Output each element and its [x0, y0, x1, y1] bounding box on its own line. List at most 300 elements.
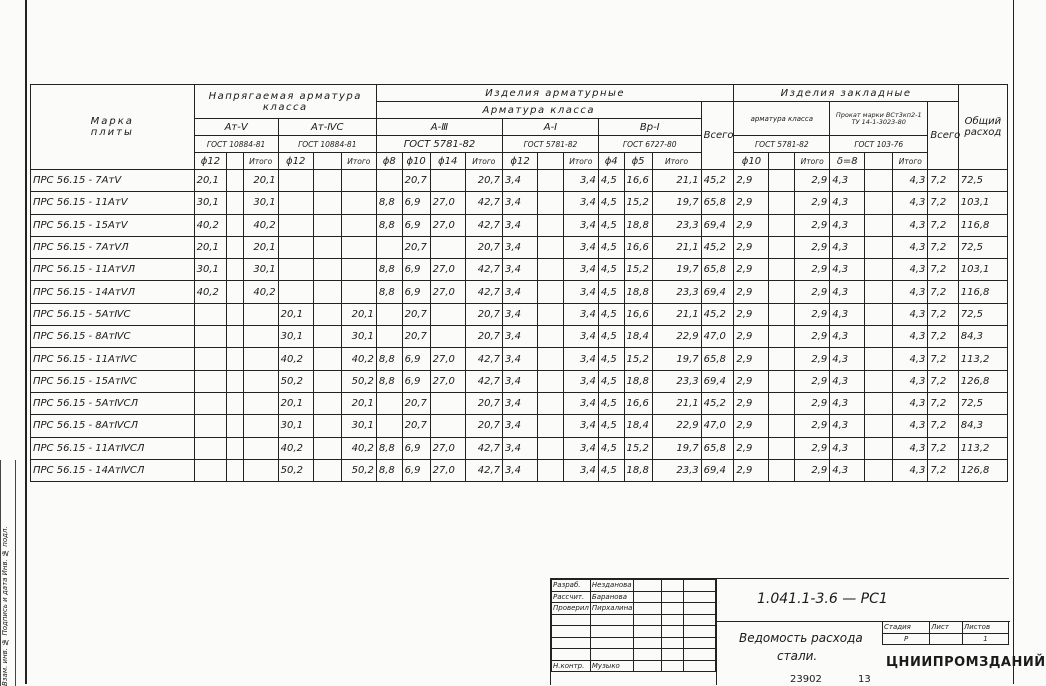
steel-consumption-table: [30, 84, 1008, 482]
table-cell: [538, 281, 564, 303]
table-cell: 3,4: [503, 303, 538, 325]
table-row: [31, 214, 1008, 236]
prestressed-header: [194, 85, 376, 119]
table-cell: 2,9: [734, 192, 769, 214]
table-cell: [865, 392, 893, 414]
table-cell: [313, 437, 341, 459]
table-cell: [313, 281, 341, 303]
plate-mark: ПРС 56.15 - 8АтⅣСЛ: [31, 415, 195, 437]
table-cell: 4,5: [598, 214, 624, 236]
table-cell: 3,4: [563, 192, 598, 214]
table-cell: 3,4: [563, 281, 598, 303]
table-cell: 22,9: [652, 326, 701, 348]
table-cell: [769, 192, 795, 214]
table-cell: 4,3: [830, 392, 865, 414]
table-cell: [430, 392, 465, 414]
table-cell: [243, 392, 278, 414]
table-cell: [376, 326, 402, 348]
table-cell: [227, 303, 243, 325]
table-cell: [278, 259, 313, 281]
stamp-cell: [683, 637, 715, 649]
table-cell: 3,4: [503, 459, 538, 481]
table-cell: 3,4: [503, 236, 538, 258]
table-cell: [227, 192, 243, 214]
itogo-a3e: Итого: [795, 153, 830, 170]
plate-mark: ПРС 56.15 - 11АтⅣС: [31, 348, 195, 370]
table-cell: 21,1: [652, 303, 701, 325]
class-at4c: Ат-ⅣС: [278, 119, 376, 136]
table-cell: 84,3: [958, 415, 1007, 437]
table-cell: 27,0: [430, 214, 465, 236]
table-cell: [538, 170, 564, 192]
table-cell: [341, 236, 376, 258]
table-cell: 2,9: [795, 348, 830, 370]
table-cell: [538, 214, 564, 236]
table-cell: 20,7: [465, 236, 502, 258]
table-cell: 42,7: [465, 214, 502, 236]
table-cell: 8,8: [376, 370, 402, 392]
table-cell: 4,3: [893, 459, 928, 481]
table-cell: [538, 459, 564, 481]
table-cell: 2,9: [734, 415, 769, 437]
stamp-cell: [683, 649, 715, 661]
table-cell: 4,3: [830, 459, 865, 481]
stamp-cell: [634, 660, 661, 672]
table-cell: [865, 459, 893, 481]
table-cell: 4,3: [893, 326, 928, 348]
table-cell: 103,1: [958, 259, 1007, 281]
table-cell: [243, 459, 278, 481]
mark-header: [31, 85, 195, 170]
dia-12: ϕ12: [194, 153, 227, 170]
title-block: [550, 578, 1046, 685]
doc-code: 1.041.1-3.6 — PC1: [757, 591, 888, 607]
table-cell: 8,8: [376, 192, 402, 214]
plate-mark: ПРС 56.15 - 8АтⅣС: [31, 326, 195, 348]
table-cell: [341, 170, 376, 192]
stamp-row: [552, 614, 716, 626]
table-cell: 4,3: [893, 392, 928, 414]
table-cell: 8,8: [376, 259, 402, 281]
blank-col: [865, 153, 893, 170]
stage-table: [882, 621, 1009, 645]
table-cell: [865, 348, 893, 370]
table-cell: 16,6: [624, 303, 652, 325]
table-cell: 27,0: [430, 348, 465, 370]
gost-roll: ГОСТ 103-76: [830, 136, 928, 153]
table-cell: 20,7: [402, 415, 430, 437]
table-cell: [341, 214, 376, 236]
plate-mark: ПРС 56.15 - 15АтⅤ: [31, 214, 195, 236]
plate-mark: ПРС 56.15 - 5АтⅣС: [31, 303, 195, 325]
table-cell: 40,2: [194, 214, 227, 236]
table-cell: 20,1: [278, 392, 313, 414]
stamp-cell: [634, 649, 661, 661]
table-cell: 4,3: [893, 170, 928, 192]
table-cell: [865, 236, 893, 258]
side-stamp-label: Взам. инв. № Подпись и дата Инв. № подл.: [1, 526, 9, 686]
stamp-cell: [661, 637, 683, 649]
table-cell: [538, 370, 564, 392]
stamp-cell: [683, 580, 715, 592]
table-cell: 3,4: [503, 437, 538, 459]
table-cell: 18,8: [624, 370, 652, 392]
table-cell: 16,6: [624, 236, 652, 258]
stamp-cell: [634, 603, 661, 615]
table-cell: 20,1: [341, 392, 376, 414]
table-cell: 30,1: [341, 415, 376, 437]
table-cell: [278, 170, 313, 192]
itogo-a1: Итого: [563, 153, 598, 170]
table-cell: [313, 415, 341, 437]
table-cell: [227, 170, 243, 192]
stamp-person: Музыко: [590, 660, 634, 672]
table-cell: [538, 326, 564, 348]
table-cell: 4,3: [830, 214, 865, 236]
stamp-row: [552, 649, 716, 661]
table-cell: [194, 415, 227, 437]
table-cell: 4,3: [893, 236, 928, 258]
table-cell: [227, 236, 243, 258]
table-cell: [278, 192, 313, 214]
table-cell: [341, 281, 376, 303]
table-cell: 3,4: [563, 348, 598, 370]
table-cell: 42,7: [465, 348, 502, 370]
table-cell: 27,0: [430, 259, 465, 281]
table-cell: 3,4: [563, 459, 598, 481]
table-cell: 16,6: [624, 392, 652, 414]
stamp-cell: [661, 614, 683, 626]
table-cell: 8,8: [376, 348, 402, 370]
stamp-cell: [634, 637, 661, 649]
table-cell: [341, 192, 376, 214]
stamp-row: [552, 637, 716, 649]
stamp-role: [552, 614, 591, 626]
table-cell: 7,2: [928, 392, 958, 414]
table-cell: 21,1: [652, 236, 701, 258]
table-cell: 20,7: [465, 303, 502, 325]
table-cell: 50,2: [341, 459, 376, 481]
table-cell: 3,4: [563, 392, 598, 414]
dia-12c: ϕ12: [503, 153, 538, 170]
table-cell: [865, 170, 893, 192]
delta-8: δ=8: [830, 153, 865, 170]
table-row: [31, 192, 1008, 214]
stamp-cell: [683, 660, 715, 672]
table-cell: 6,9: [402, 192, 430, 214]
table-cell: 69,4: [701, 281, 734, 303]
table-cell: 47,0: [701, 415, 734, 437]
table-cell: 2,9: [795, 392, 830, 414]
table-cell: 30,1: [341, 326, 376, 348]
table-row: [31, 236, 1008, 258]
table-cell: 8,8: [376, 437, 402, 459]
stamp-person: [590, 637, 634, 649]
table-cell: [227, 459, 243, 481]
table-cell: 4,5: [598, 392, 624, 414]
gost-a3: ГОСТ 5781-82: [376, 136, 502, 153]
stamp-row: [552, 591, 716, 603]
table-cell: [227, 281, 243, 303]
table-cell: 4,5: [598, 370, 624, 392]
table-cell: 18,4: [624, 326, 652, 348]
table-cell: [376, 392, 402, 414]
table-cell: 3,4: [503, 259, 538, 281]
gost-a1: ГОСТ 5781-82: [503, 136, 599, 153]
table-row: [31, 415, 1008, 437]
table-cell: 19,7: [652, 437, 701, 459]
table-cell: 4,3: [893, 281, 928, 303]
plate-mark: ПРС 56.15 - 7АтⅤЛ: [31, 236, 195, 258]
table-cell: [769, 415, 795, 437]
table-cell: 47,0: [701, 326, 734, 348]
table-cell: 2,9: [795, 236, 830, 258]
table-cell: [430, 236, 465, 258]
table-cell: 18,8: [624, 459, 652, 481]
table-cell: 69,4: [701, 459, 734, 481]
table-cell: 45,2: [701, 303, 734, 325]
stamp-cell: [683, 603, 715, 615]
stage-header: Стадия: [883, 622, 930, 634]
table-cell: 30,1: [194, 259, 227, 281]
org-name: ЦНИИПРОМЗДАНИЙ: [886, 655, 1046, 670]
table-cell: 2,9: [734, 459, 769, 481]
table-cell: 8,8: [376, 459, 402, 481]
table-cell: [194, 392, 227, 414]
table-cell: 2,9: [795, 170, 830, 192]
table-cell: 7,2: [928, 170, 958, 192]
table-cell: 2,9: [795, 303, 830, 325]
table-cell: 3,4: [563, 303, 598, 325]
embedded-rebar-header: арматура класса: [734, 102, 830, 136]
table-cell: 4,5: [598, 259, 624, 281]
table-row: [31, 437, 1008, 459]
blank-col: [769, 153, 795, 170]
stamp-cell: [661, 591, 683, 603]
table-cell: 116,8: [958, 281, 1007, 303]
table-cell: 27,0: [430, 281, 465, 303]
table-cell: [194, 303, 227, 325]
itogo-at5: Итого: [243, 153, 278, 170]
table-cell: 4,3: [893, 192, 928, 214]
table-cell: 2,9: [795, 192, 830, 214]
table-row: [31, 392, 1008, 414]
table-row: [31, 348, 1008, 370]
table-cell: 2,9: [795, 437, 830, 459]
mark-label: Марка: [90, 116, 134, 127]
table-cell: 42,7: [465, 437, 502, 459]
table-cell: 2,9: [795, 326, 830, 348]
gost-bp: ГОСТ 6727-80: [598, 136, 701, 153]
table-cell: 23,3: [652, 214, 701, 236]
gost-a3e: ГОСТ 5781-82: [734, 136, 830, 153]
table-cell: 4,5: [598, 281, 624, 303]
stamp-row: [552, 580, 716, 592]
table-cell: [278, 236, 313, 258]
table-cell: 69,4: [701, 370, 734, 392]
stamp-cell: [683, 591, 715, 603]
table-cell: 42,7: [465, 259, 502, 281]
table-cell: 113,2: [958, 437, 1007, 459]
table-cell: 45,2: [701, 236, 734, 258]
table-cell: 72,5: [958, 236, 1007, 258]
table-cell: 18,8: [624, 281, 652, 303]
plate-mark: ПРС 56.15 - 11АтⅤЛ: [31, 259, 195, 281]
table-cell: 2,9: [795, 214, 830, 236]
table-cell: [538, 236, 564, 258]
table-cell: 2,9: [795, 370, 830, 392]
table-cell: 15,2: [624, 192, 652, 214]
sheet-value: [930, 633, 963, 645]
table-cell: [227, 259, 243, 281]
stage-value: Р: [883, 633, 930, 645]
table-cell: 4,5: [598, 236, 624, 258]
table-cell: 4,5: [598, 459, 624, 481]
table-cell: [769, 326, 795, 348]
table-cell: 15,2: [624, 348, 652, 370]
stamp-cell: [661, 603, 683, 615]
table-cell: [769, 259, 795, 281]
stamp-cell: [634, 591, 661, 603]
stamp-cell: [661, 580, 683, 592]
table-cell: 7,2: [928, 326, 958, 348]
table-cell: [243, 326, 278, 348]
table-cell: [313, 392, 341, 414]
table-cell: 3,4: [563, 259, 598, 281]
table-cell: 3,4: [503, 326, 538, 348]
table-cell: 4,5: [598, 170, 624, 192]
table-cell: 20,1: [341, 303, 376, 325]
table-cell: 2,9: [734, 392, 769, 414]
table-cell: 3,4: [563, 370, 598, 392]
table-cell: 3,4: [563, 170, 598, 192]
table-cell: [538, 259, 564, 281]
table-cell: [227, 437, 243, 459]
table-cell: [227, 370, 243, 392]
stamp-cell: [634, 614, 661, 626]
table-cell: 2,9: [734, 281, 769, 303]
table-cell: 18,8: [624, 214, 652, 236]
dia-5: ϕ5: [624, 153, 652, 170]
sheets-header: Листов: [962, 622, 1008, 634]
table-cell: 7,2: [928, 192, 958, 214]
table-cell: 20,1: [243, 236, 278, 258]
plates-label: плиты: [90, 127, 134, 138]
table-cell: 2,9: [734, 236, 769, 258]
table-cell: 72,5: [958, 170, 1007, 192]
table-cell: 65,8: [701, 348, 734, 370]
table-cell: 4,3: [830, 437, 865, 459]
table-cell: 30,1: [243, 259, 278, 281]
prestressed-label: Напрягаемая арматура: [208, 90, 362, 102]
stamp-row: [552, 660, 716, 672]
table-cell: 42,7: [465, 459, 502, 481]
table-cell: 4,3: [830, 281, 865, 303]
table-cell: 45,2: [701, 170, 734, 192]
table-cell: 27,0: [430, 192, 465, 214]
table-cell: 40,2: [341, 437, 376, 459]
table-cell: [227, 348, 243, 370]
table-cell: 18,4: [624, 415, 652, 437]
table-cell: 27,0: [430, 370, 465, 392]
table-cell: 3,4: [503, 214, 538, 236]
table-cell: [194, 437, 227, 459]
table-cell: 7,2: [928, 303, 958, 325]
table-cell: [376, 236, 402, 258]
table-cell: 15,2: [624, 259, 652, 281]
stamp-person: Незданова: [590, 580, 634, 592]
rolled-header: Прокат марки ВСт3кп2-1 ТУ 14-1-3023-80: [830, 102, 928, 136]
stamp-person: [590, 649, 634, 661]
class-a3: А-Ⅲ: [376, 119, 502, 136]
table-cell: [538, 437, 564, 459]
stamp-role: [552, 637, 591, 649]
table-cell: [227, 392, 243, 414]
table-cell: 7,2: [928, 437, 958, 459]
table-cell: [313, 303, 341, 325]
table-cell: 45,2: [701, 392, 734, 414]
table-cell: 2,9: [734, 303, 769, 325]
table-cell: 113,2: [958, 348, 1007, 370]
table-row: [31, 303, 1008, 325]
plate-mark: ПРС 56.15 - 5АтⅣСЛ: [31, 392, 195, 414]
table-cell: [243, 370, 278, 392]
table-cell: 4,5: [598, 192, 624, 214]
table-cell: 20,7: [402, 392, 430, 414]
table-cell: 20,7: [465, 392, 502, 414]
table-cell: 3,4: [503, 415, 538, 437]
table-cell: [769, 459, 795, 481]
table-cell: 7,2: [928, 459, 958, 481]
table-cell: 7,2: [928, 415, 958, 437]
dia-8: ϕ8: [376, 153, 402, 170]
table-cell: 4,5: [598, 415, 624, 437]
table-row: [31, 259, 1008, 281]
embedded-header: Изделия закладные: [734, 85, 958, 102]
table-cell: 4,3: [830, 415, 865, 437]
table-cell: 19,7: [652, 259, 701, 281]
table-cell: 4,3: [893, 415, 928, 437]
table-cell: 4,5: [598, 437, 624, 459]
table-cell: [243, 348, 278, 370]
blank-col: [313, 153, 341, 170]
table-cell: 65,8: [701, 192, 734, 214]
table-cell: 8,8: [376, 281, 402, 303]
stamp-row: [552, 603, 716, 615]
stamp-role: Рассчит.: [552, 591, 591, 603]
table-cell: [243, 415, 278, 437]
total-header-products: Всего: [701, 102, 734, 170]
table-cell: 4,3: [830, 170, 865, 192]
prestressed-class-label: класса: [262, 101, 308, 113]
table-cell: 2,9: [734, 214, 769, 236]
table-cell: 20,1: [194, 170, 227, 192]
rebar-class-header: Арматура класса: [376, 102, 701, 119]
table-cell: 4,3: [830, 259, 865, 281]
table-cell: 6,9: [402, 348, 430, 370]
table-cell: 4,3: [830, 326, 865, 348]
stamp-person: Баранова: [590, 591, 634, 603]
table-cell: 2,9: [795, 259, 830, 281]
table-cell: 21,1: [652, 170, 701, 192]
dia-10b: ϕ10: [734, 153, 769, 170]
table-cell: 40,2: [243, 214, 278, 236]
products-header: Изделия арматурные: [376, 85, 734, 102]
table-cell: 4,5: [598, 326, 624, 348]
table-cell: 3,4: [563, 415, 598, 437]
table-cell: [865, 415, 893, 437]
table-cell: 6,9: [402, 370, 430, 392]
